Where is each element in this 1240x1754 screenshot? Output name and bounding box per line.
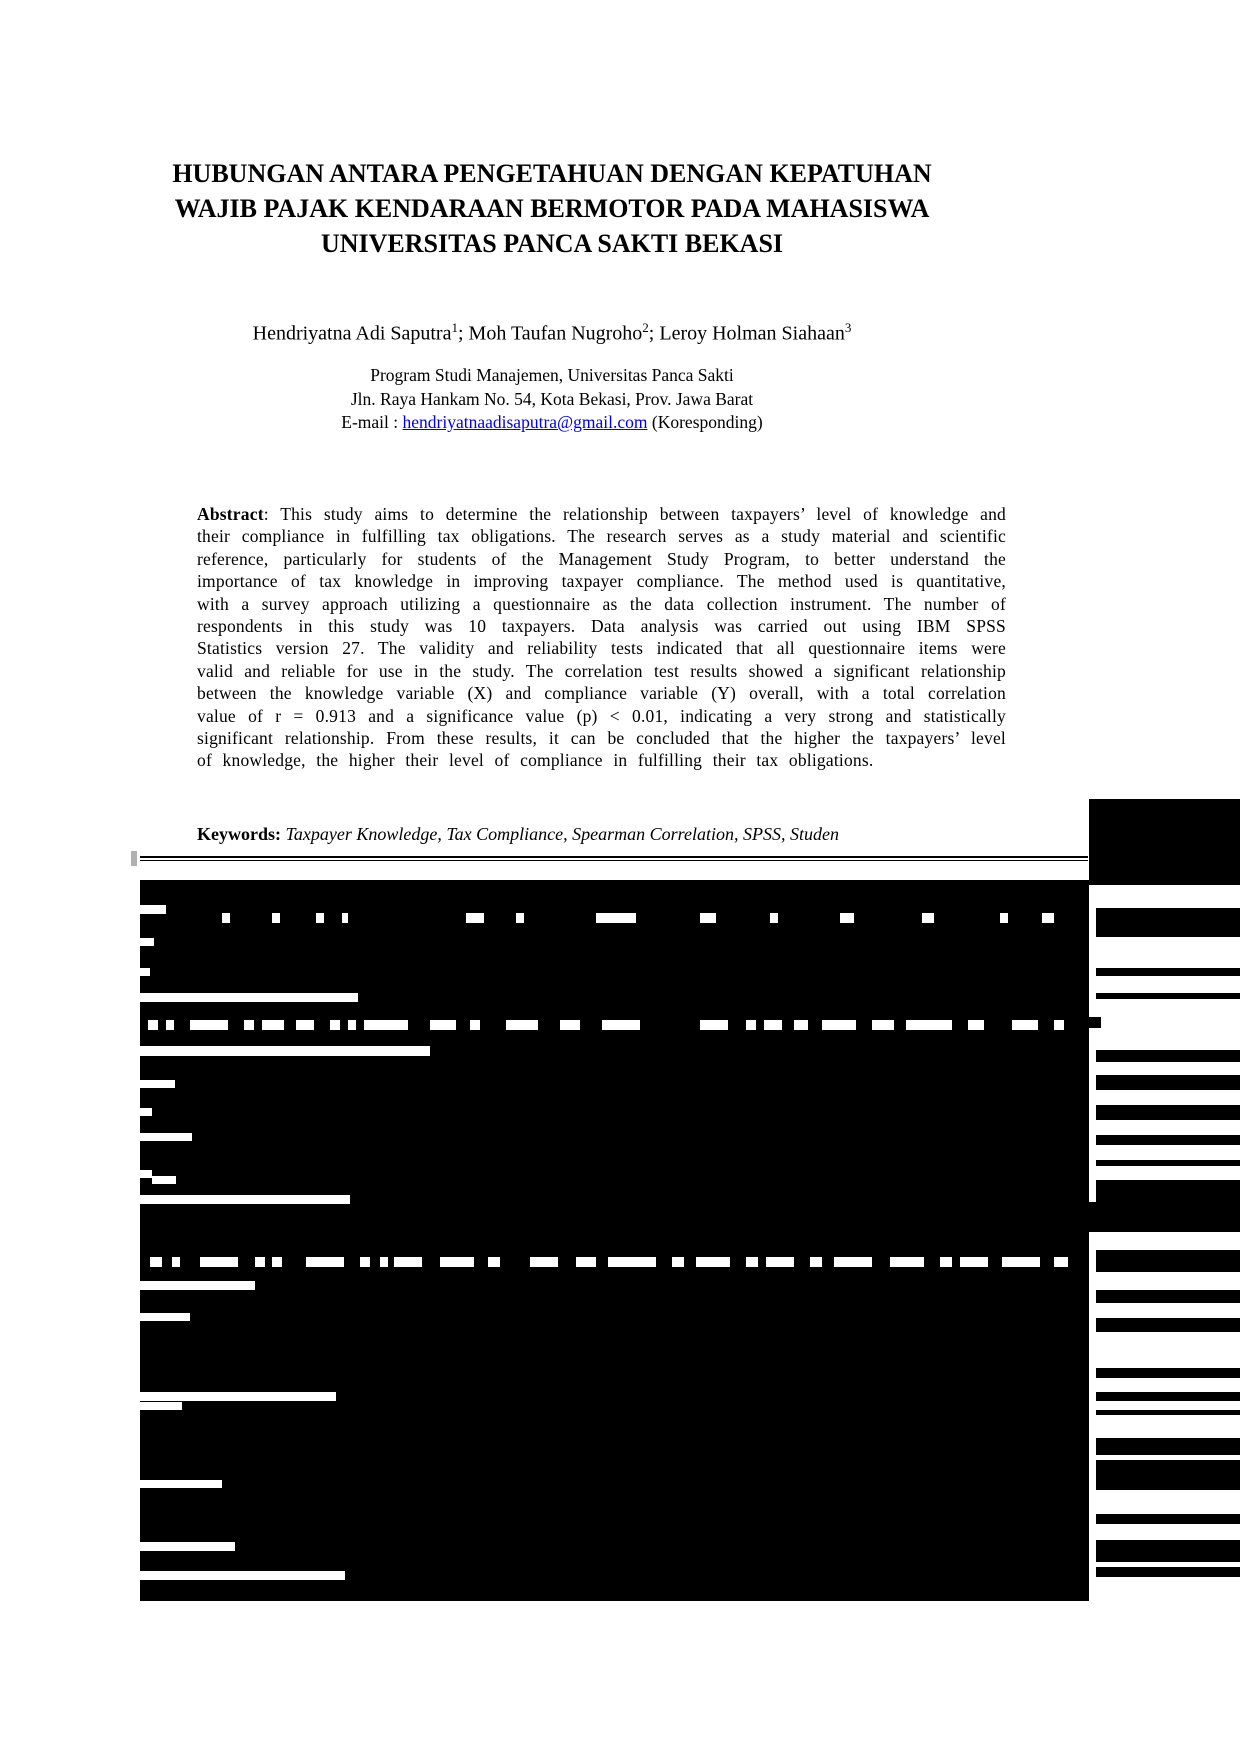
redaction-gap [596,913,636,923]
redaction-gap [140,1080,175,1088]
redaction-gap [922,913,934,923]
redacted-block [1096,1250,1240,1272]
redaction-gap [672,1257,684,1267]
redaction-gap [190,1020,228,1030]
redaction-gap [272,1257,282,1267]
redaction-gap [602,1020,640,1030]
author-superscript-1: 1 [451,320,458,335]
redaction-gap [794,1020,808,1030]
redaction-gap [364,1020,408,1030]
redaction-gap [576,1257,596,1267]
abstract-label: Abstract [197,504,264,524]
redaction-gap [488,1257,500,1267]
redaction-gap [822,1020,856,1030]
redaction-gap [840,913,854,923]
redaction-gap [140,1195,350,1204]
redaction-gap [746,1020,756,1030]
abstract-text: : This study aims to determine the relationship between taxpayers’ level of knowledge and their compliance in fulfilling tax obligations. The research serves as a study material and scientific reference, particularly for students of the Management Study Program, to better understand the importance of tax knowledge in improving taxpayer compliance. The method used is quantitative, with a survey approach utilizing a questionnaire as the data collection instrument. The number of respondents in this study was 10 taxpayers. Data analysis was carried out using IBM SPSS Statistics version 27. The validity and reliability tests indicated that all questionnaire items were valid and reliable for use in the study. The correlation test results showed a significant relationship between the knowledge variable (X) and compliance variable (Y) overall, with a total correlation value of r = 0.913 and a significance value (p) < 0.01, indicating a very strong and statistically significant relationship. From these results, it can be concluded that the higher the taxpayers’ level of knowledge, the higher their level of compliance in fulfilling their tax obligations. [197,504,1006,771]
redaction-gap [140,1170,152,1178]
redaction-gap [348,1020,356,1030]
redacted-block [1096,1050,1240,1062]
redacted-block [1096,1160,1240,1166]
redaction-gap [1012,1020,1038,1030]
redacted-block [1096,1135,1240,1145]
author-name-3: Leroy Holman Siahaan [659,322,845,345]
redacted-block [1096,993,1240,999]
redaction-gap [872,1020,894,1030]
redaction-gap [140,1108,152,1116]
redaction-gap [150,1257,162,1267]
redaction-gap [140,1313,190,1321]
redaction-gap [148,1020,158,1030]
redacted-block [1096,968,1240,976]
redacted-block [1096,1514,1240,1524]
redaction-gap [1054,1020,1064,1030]
redaction-gap [560,1020,580,1030]
author-superscript-3: 3 [844,320,852,335]
redaction-gap [746,1257,758,1267]
redaction-gap [172,1257,180,1267]
redaction-gap [152,1176,176,1184]
redaction-gap [342,913,348,923]
redaction-gap [255,1257,265,1267]
redaction-gap [940,1257,952,1267]
keywords-label: Keywords: [197,824,281,844]
redaction-gap [506,1020,538,1030]
redaction-gap [140,1133,192,1141]
keywords-text: Taxpayer Knowledge, Tax Compliance, Spearman Correlation, SPSS, Studen [281,824,839,844]
redacted-block [1096,1180,1240,1202]
redacted-block [1096,1290,1240,1303]
redaction-gap [360,1257,370,1267]
redacted-block [1096,1318,1240,1332]
redaction-gap [700,913,716,923]
redaction-gap [770,913,778,923]
redaction-gap [516,913,524,923]
redaction-gap [1042,913,1054,923]
redaction-gap [1054,1257,1068,1267]
redaction-gap [140,1402,182,1410]
redacted-block [1096,1368,1240,1378]
author-name-1: Hendriyatna Adi Saputra [252,322,452,345]
author-superscript-2: 2 [642,320,649,335]
redaction-gap [766,1257,794,1267]
redaction-gap [140,938,154,946]
email-prefix: E-mail : [341,412,403,432]
redaction-gap [530,1257,558,1267]
redaction-gap [140,1480,222,1488]
redacted-block [1089,1202,1240,1232]
title-line-2: WAJIB PAJAK KENDARAAN BERMOTOR PADA MAHASISWA [174,194,930,223]
redaction-gap [700,1020,728,1030]
email-link[interactable]: hendriyatnaadisaputra@gmail.com [402,412,648,432]
redaction-gap [140,993,358,1002]
redaction-gap [306,1257,344,1267]
redaction-gap [810,1257,822,1267]
redacted-block [1096,1392,1240,1401]
redacted-block [1096,1438,1240,1455]
redaction-gap [244,1020,254,1030]
redaction-gap [296,1020,314,1030]
redaction-gap [1002,1257,1040,1267]
redaction-gap [140,1542,235,1551]
affiliation-address: Jln. Raya Hankam No. 54, Kota Bekasi, Prov. Jawa Barat [350,388,754,409]
redaction-gap [470,1020,480,1030]
redaction-gap [166,1020,174,1030]
redaction-gap [394,1257,422,1267]
redacted-block [1096,1460,1240,1490]
redaction-gap [316,913,324,923]
redaction-gap [466,913,484,923]
redaction-gap [960,1257,988,1267]
redaction-gap [140,1392,336,1401]
redacted-block [1096,908,1240,937]
redaction-gap [1000,913,1008,923]
redaction-gap [968,1020,984,1030]
title-line-3: UNIVERSITAS PANCA SAKTI BEKASI [320,229,784,258]
email-suffix: (Koresponding) [647,412,763,432]
affiliation-program: Program Studi Manajemen, Universitas Panca Sakti [370,365,734,385]
redacted-block [1089,799,1240,885]
redacted-block [1096,1567,1240,1577]
redacted-block [1096,1540,1240,1562]
redacted-block [1096,1075,1240,1090]
redaction-gap [834,1257,872,1267]
redaction-gap [262,1020,284,1030]
title-line-1: HUBUNGAN ANTARA PENGETAHUAN DENGAN KEPATUHAN [172,159,932,188]
redaction-gap [696,1257,730,1267]
redaction-gap [608,1257,656,1267]
redaction-gap [140,1046,430,1056]
redaction-gap [140,968,150,976]
author-name-2: Moh Taufan Nugroho [468,322,643,345]
redaction-gap [272,913,280,923]
redaction-gap [200,1257,238,1267]
redaction-gap [380,1257,388,1267]
redaction-gap [222,913,230,923]
redaction-gap [140,1571,345,1580]
redacted-block [1096,1105,1240,1120]
redacted-block [1089,1017,1101,1028]
author-separator: ; [648,322,660,345]
redaction-gap [764,1020,782,1030]
redaction-gap [140,905,166,914]
redaction-gap [440,1257,474,1267]
author-separator: ; [457,322,469,345]
redaction-gap [906,1020,952,1030]
redaction-gap [140,1281,255,1290]
redacted-block [1096,1410,1240,1415]
redacted-block [140,880,1089,1601]
redaction-gap [890,1257,924,1267]
redaction-gap [330,1020,340,1030]
redaction-gap [430,1020,456,1030]
